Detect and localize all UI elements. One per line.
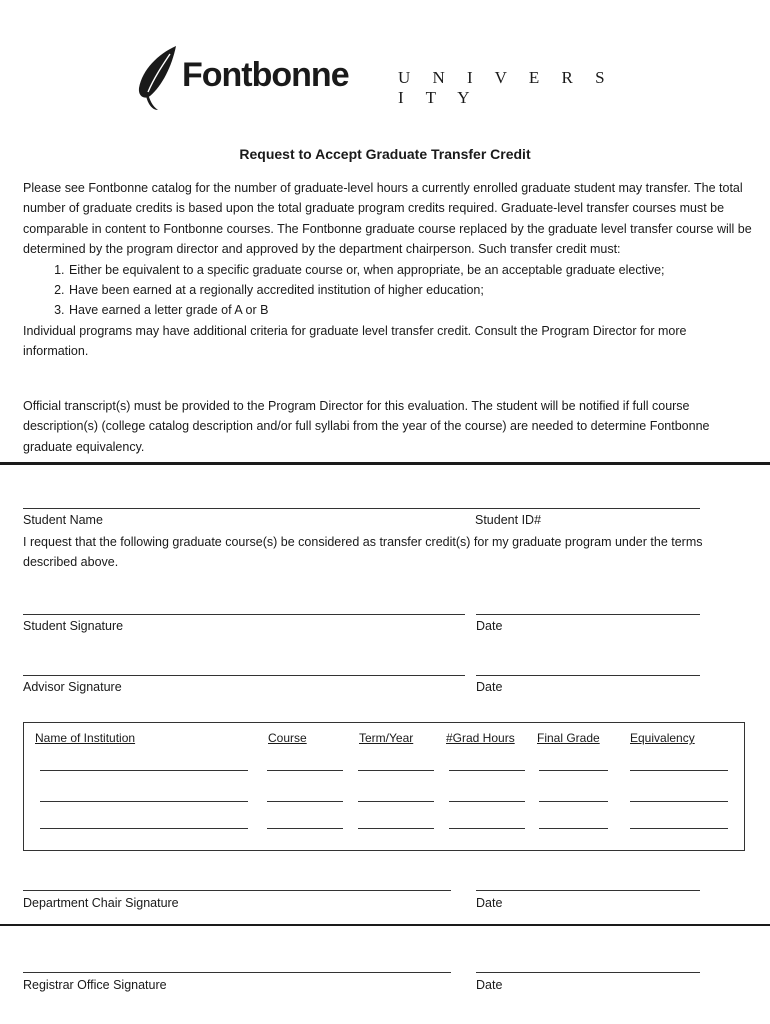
student-signature-label: Student Signature (23, 619, 124, 633)
intro-paragraph: Please see Fontbonne catalog for the number of graduate-level hours a currently enrolled graduate student may transfer. The total number of graduate credits is based upon the total graduate program credits required. Graduate-level transfer courses must be comparable in content to Fontbonne courses. The Fontbonne graduate course replaced by the graduate level transfer course will be determined by the program director and approved by the department chairperson. Such transfer credit must: (23, 181, 752, 257)
student-id-label: Student ID# (475, 513, 542, 527)
table-entry-field[interactable] (630, 770, 728, 771)
registrar-signature-label: Registrar Office Signature (23, 978, 167, 992)
table-entry-field[interactable] (539, 801, 608, 802)
table-entry-field[interactable] (267, 801, 343, 802)
table-entry-field[interactable] (40, 770, 248, 771)
column-header: #Grad Hours (446, 731, 515, 745)
university-logo (136, 44, 636, 114)
table-entry-field[interactable] (449, 801, 525, 802)
table-entry-field[interactable] (267, 770, 343, 771)
table-entry-field[interactable] (358, 770, 434, 771)
registrar-signature-field[interactable] (23, 972, 451, 973)
student-name-field[interactable] (23, 508, 700, 509)
date-label: Date (476, 896, 503, 910)
column-header: Equivalency (630, 731, 695, 745)
brand-subtitle: U N I V E R S I T Y (398, 68, 614, 107)
table-entry-field[interactable] (539, 770, 608, 771)
criteria-item: 2. Have been earned at a regionally accredited institution of higher education; (68, 280, 753, 300)
table-entry-field[interactable] (630, 801, 728, 802)
column-header: Final Grade (537, 731, 600, 745)
section-divider (0, 462, 770, 465)
additional-criteria: Individual programs may have additional criteria for graduate level transfer credit. Consult the Program Director for more information. (23, 323, 687, 359)
table-entry-field[interactable] (449, 770, 525, 771)
date-label: Date (476, 978, 503, 992)
leaf-icon (136, 44, 180, 112)
table-entry-field[interactable] (358, 828, 434, 829)
section-divider (0, 924, 770, 926)
advisor-date-field[interactable] (476, 675, 700, 676)
criteria-item: 1. Either be equivalent to a specific graduate course or, when appropriate, be an acceptable graduate elective; (68, 260, 753, 280)
student-name-label: Student Name (23, 513, 103, 527)
brand-name: Fontbonne (182, 56, 349, 94)
table-entry-field[interactable] (40, 801, 248, 802)
form-title: Request to Accept Graduate Transfer Credit (239, 146, 531, 162)
request-text: I request that the following graduate course(s) be considered as transfer credit(s) for my graduate program under the terms described above. (23, 535, 703, 570)
criteria-item: 3. Have earned a letter grade of A or B (68, 300, 753, 320)
date-label: Date (476, 680, 503, 694)
criteria-list (23, 260, 753, 321)
table-entry-field[interactable] (630, 828, 728, 829)
table-entry-field[interactable] (358, 801, 434, 802)
transcript-note: Official transcript(s) must be provided to the Program Director for this evaluation. The student will be notified if full course description(s) (college catalog description and/or full syllabi from the year of the course) are needed to determine Fontbonne graduate equivalency. (23, 399, 710, 454)
date-label: Date (476, 619, 503, 633)
table-entry-field[interactable] (40, 828, 248, 829)
chair-signature-field[interactable] (23, 890, 451, 891)
advisor-signature-field[interactable] (23, 675, 465, 676)
student-date-field[interactable] (476, 614, 700, 615)
column-header: Term/Year (359, 731, 414, 745)
column-header: Name of Institution (35, 731, 136, 745)
table-entry-field[interactable] (449, 828, 525, 829)
intro-section (23, 178, 753, 362)
table-entry-field[interactable] (539, 828, 608, 829)
course-table (23, 722, 745, 851)
table-entry-field[interactable] (267, 828, 343, 829)
column-header: Course (268, 731, 307, 745)
chair-date-field[interactable] (476, 890, 700, 891)
chair-signature-label: Department Chair Signature (23, 896, 179, 910)
student-signature-field[interactable] (23, 614, 465, 615)
registrar-date-field[interactable] (476, 972, 700, 973)
advisor-signature-label: Advisor Signature (23, 680, 122, 694)
